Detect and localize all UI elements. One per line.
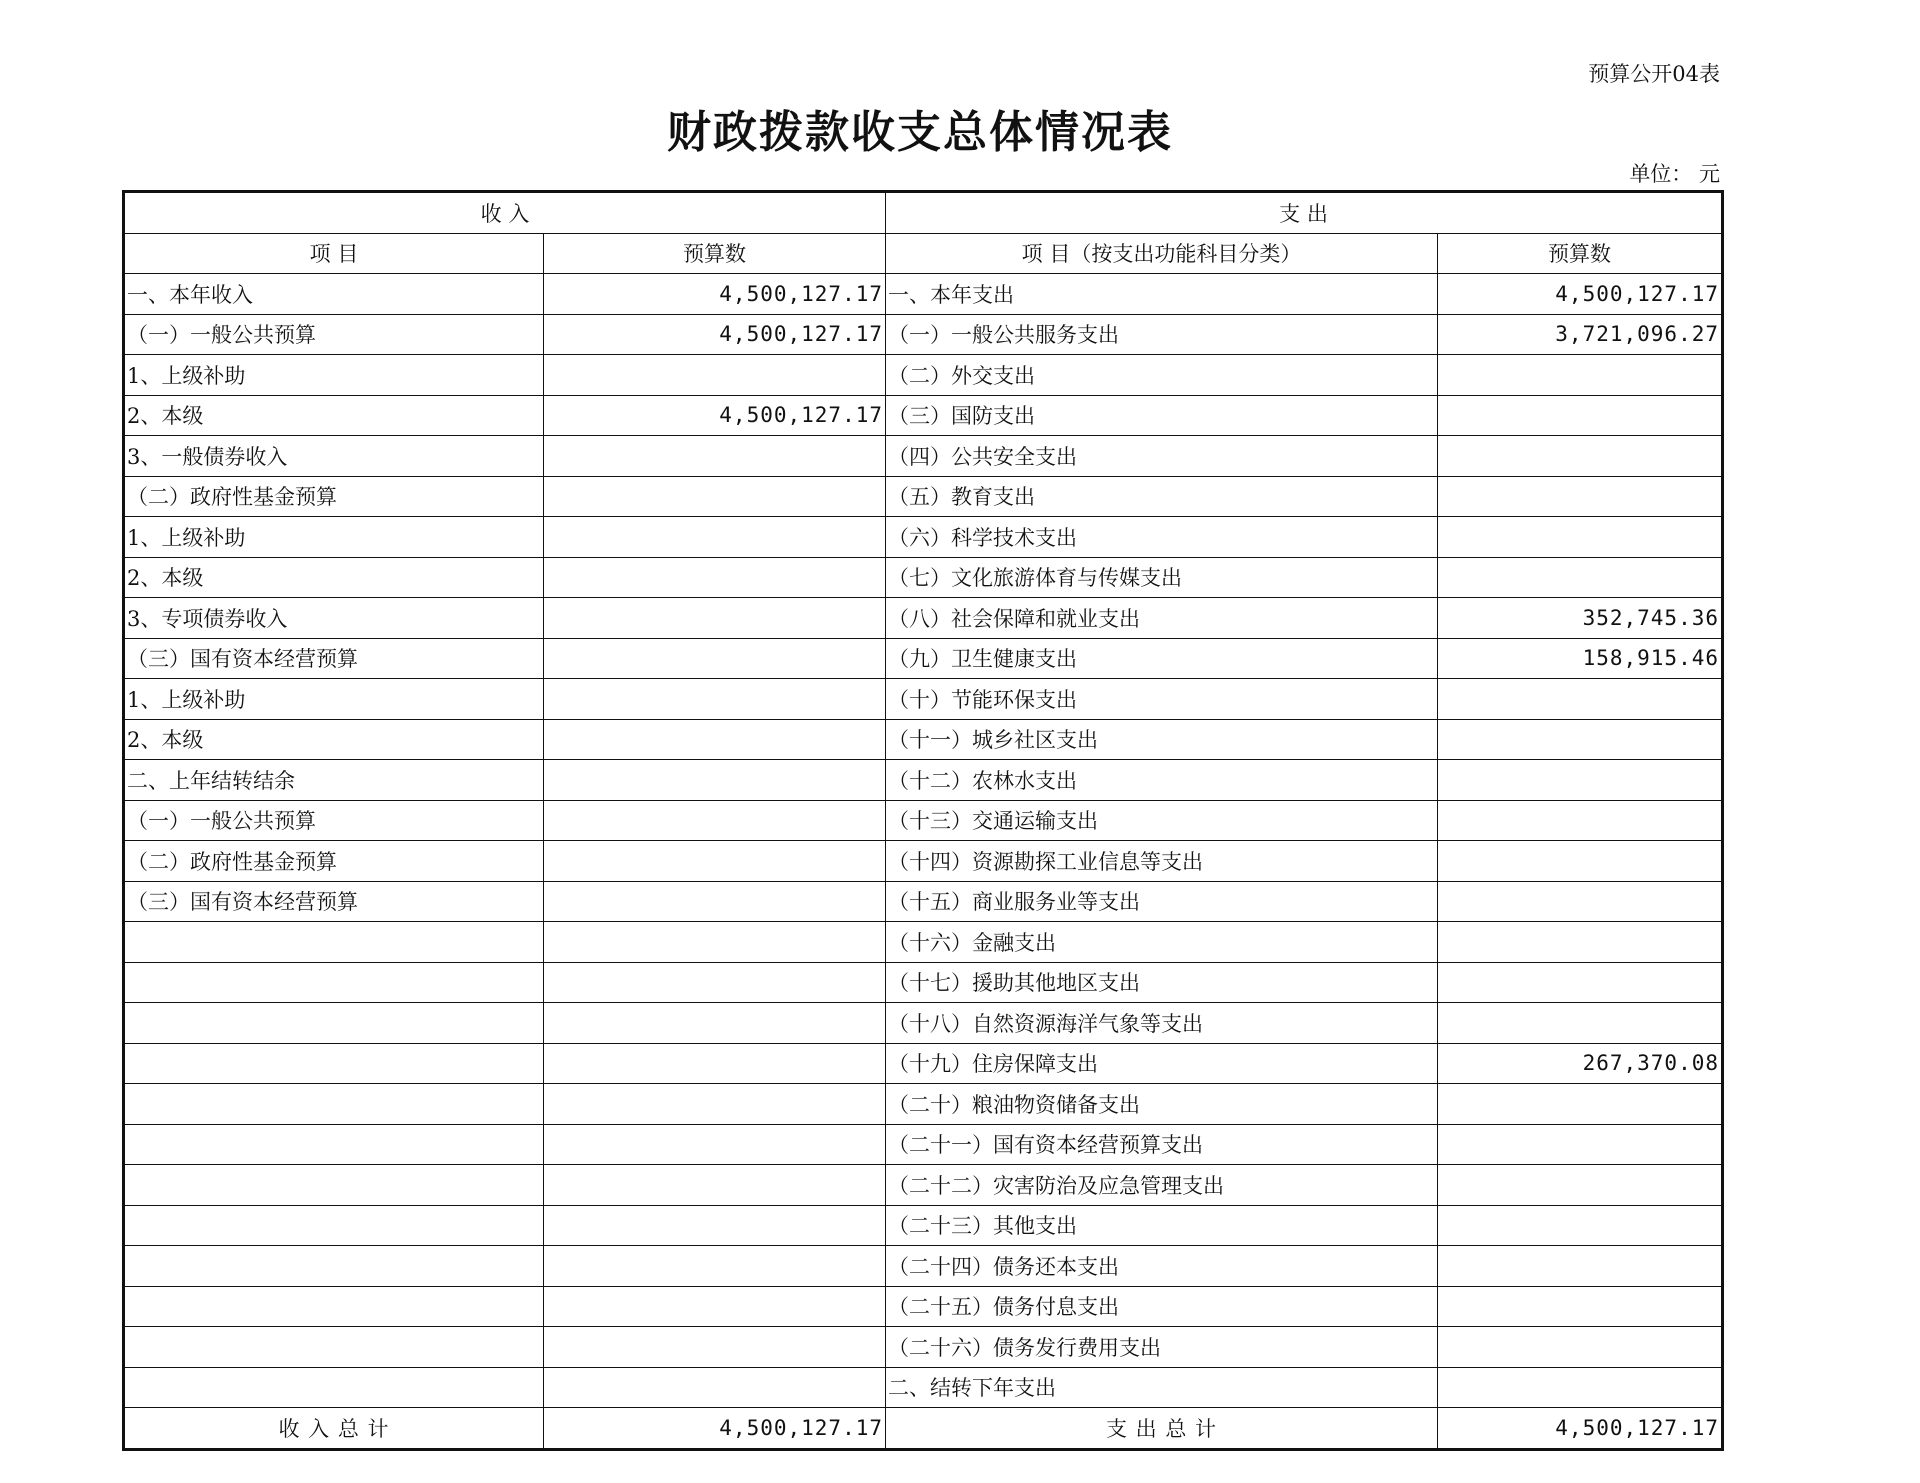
income-item-cell: （二）政府性基金预算 bbox=[124, 841, 544, 882]
table-row bbox=[124, 962, 1723, 1003]
income-item-cell bbox=[124, 1124, 544, 1165]
income-item-cell: 二、上年结转结余 bbox=[124, 760, 544, 801]
form-code: 预算公开04表 bbox=[1588, 62, 1720, 86]
income-total-value: 4,500,127.17 bbox=[544, 1408, 886, 1450]
expense-item-cell: （二十二）灾害防治及应急管理支出 bbox=[886, 1165, 1438, 1206]
table-row bbox=[124, 881, 1723, 922]
expense-item-cell: （三）国防支出 bbox=[886, 395, 1438, 436]
table-row bbox=[124, 638, 1723, 679]
table-row bbox=[124, 1286, 1723, 1327]
expense-budget-cell bbox=[1438, 1246, 1723, 1287]
expense-item-cell: （十三）交通运输支出 bbox=[886, 800, 1438, 841]
expense-item-cell: （七）文化旅游体育与传媒支出 bbox=[886, 557, 1438, 598]
table-row bbox=[124, 1205, 1723, 1246]
income-item-cell bbox=[124, 1286, 544, 1327]
table-row bbox=[124, 476, 1723, 517]
income-item-cell: 1、上级补助 bbox=[124, 355, 544, 396]
expense-budget-cell bbox=[1438, 719, 1723, 760]
income-budget-cell bbox=[544, 598, 886, 639]
table-row bbox=[124, 1003, 1723, 1044]
expense-budget-cell bbox=[1438, 395, 1723, 436]
income-budget-cell bbox=[544, 881, 886, 922]
income-item-cell: （一）一般公共预算 bbox=[124, 800, 544, 841]
income-budget-cell bbox=[544, 962, 886, 1003]
income-budget-cell bbox=[544, 760, 886, 801]
income-item-cell: （二）政府性基金预算 bbox=[124, 476, 544, 517]
table-row bbox=[124, 355, 1723, 396]
table-row bbox=[124, 922, 1723, 963]
expense-budget-cell: 158,915.46 bbox=[1438, 638, 1723, 679]
income-item-cell: （三）国有资本经营预算 bbox=[124, 638, 544, 679]
table-row bbox=[124, 1246, 1723, 1287]
income-item-cell: 3、一般债券收入 bbox=[124, 436, 544, 477]
income-item-cell bbox=[124, 1246, 544, 1287]
expense-item-cell: （十七）援助其他地区支出 bbox=[886, 962, 1438, 1003]
income-budget-cell bbox=[544, 638, 886, 679]
table-row bbox=[124, 598, 1723, 639]
income-item-cell bbox=[124, 1003, 544, 1044]
expense-item-cell: （一）一般公共服务支出 bbox=[886, 314, 1438, 355]
expense-budget-cell bbox=[1438, 517, 1723, 558]
income-budget-cell bbox=[544, 1246, 886, 1287]
income-budget-cell: 4,500,127.17 bbox=[544, 395, 886, 436]
expense-item-cell: （八）社会保障和就业支出 bbox=[886, 598, 1438, 639]
income-section-header: 收 入 bbox=[124, 192, 886, 234]
expense-budget-cell bbox=[1438, 922, 1723, 963]
expense-item-cell: （十一）城乡社区支出 bbox=[886, 719, 1438, 760]
expense-item-cell: （二十六）债务发行费用支出 bbox=[886, 1327, 1438, 1368]
income-budget-cell: 4,500,127.17 bbox=[544, 274, 886, 315]
expense-item-cell: （十五）商业服务业等支出 bbox=[886, 881, 1438, 922]
income-budget-cell bbox=[544, 1003, 886, 1044]
expense-item-header: 项 目（按支出功能科目分类） bbox=[886, 233, 1438, 274]
expense-total-value: 4,500,127.17 bbox=[1438, 1408, 1723, 1450]
income-item-cell: 2、本级 bbox=[124, 395, 544, 436]
expense-budget-cell: 4,500,127.17 bbox=[1438, 274, 1723, 315]
expense-budget-cell bbox=[1438, 800, 1723, 841]
table-row bbox=[124, 274, 1723, 315]
expense-budget-cell bbox=[1438, 760, 1723, 801]
expense-item-cell: （十八）自然资源海洋气象等支出 bbox=[886, 1003, 1438, 1044]
expense-budget-header: 预算数 bbox=[1438, 233, 1723, 274]
expense-budget-cell bbox=[1438, 557, 1723, 598]
expense-item-cell: （十）节能环保支出 bbox=[886, 679, 1438, 720]
income-item-cell bbox=[124, 962, 544, 1003]
expense-item-cell: （十六）金融支出 bbox=[886, 922, 1438, 963]
income-item-cell: 2、本级 bbox=[124, 557, 544, 598]
income-budget-cell bbox=[544, 841, 886, 882]
expense-budget-cell bbox=[1438, 355, 1723, 396]
expense-item-cell: （二十四）债务还本支出 bbox=[886, 1246, 1438, 1287]
income-item-cell: 一、本年收入 bbox=[124, 274, 544, 315]
expense-section-header: 支 出 bbox=[886, 192, 1723, 234]
table-row bbox=[124, 800, 1723, 841]
table-row bbox=[124, 1165, 1723, 1206]
expense-item-cell: 二、结转下年支出 bbox=[886, 1367, 1438, 1408]
income-budget-cell bbox=[544, 1043, 886, 1084]
table-row bbox=[124, 679, 1723, 720]
income-item-cell: 2、本级 bbox=[124, 719, 544, 760]
income-item-cell: （一）一般公共预算 bbox=[124, 314, 544, 355]
income-item-cell bbox=[124, 1327, 544, 1368]
table-body bbox=[124, 274, 1723, 1408]
table-row bbox=[124, 1327, 1723, 1368]
expense-budget-cell bbox=[1438, 679, 1723, 720]
income-budget-cell bbox=[544, 355, 886, 396]
section-header-row bbox=[124, 192, 1723, 234]
expense-item-cell: （二十一）国有资本经营预算支出 bbox=[886, 1124, 1438, 1165]
total-row bbox=[124, 1408, 1723, 1450]
expense-budget-cell bbox=[1438, 1367, 1723, 1408]
expense-budget-cell bbox=[1438, 1165, 1723, 1206]
income-budget-header: 预算数 bbox=[544, 233, 886, 274]
expense-item-cell: 一、本年支出 bbox=[886, 274, 1438, 315]
expense-budget-cell bbox=[1438, 476, 1723, 517]
income-item-cell bbox=[124, 1205, 544, 1246]
table-row bbox=[124, 395, 1723, 436]
income-budget-cell bbox=[544, 800, 886, 841]
expense-total-label: 支 出 总 计 bbox=[886, 1408, 1438, 1450]
expense-budget-cell: 267,370.08 bbox=[1438, 1043, 1723, 1084]
income-budget-cell bbox=[544, 1084, 886, 1125]
income-budget-cell bbox=[544, 1165, 886, 1206]
expense-budget-cell bbox=[1438, 436, 1723, 477]
expense-budget-cell bbox=[1438, 1205, 1723, 1246]
income-budget-cell bbox=[544, 922, 886, 963]
income-item-cell bbox=[124, 922, 544, 963]
expense-item-cell: （十二）农林水支出 bbox=[886, 760, 1438, 801]
expense-budget-cell bbox=[1438, 841, 1723, 882]
page-title: 财政拨款收支总体情况表 bbox=[667, 107, 1173, 158]
income-budget-cell bbox=[544, 1327, 886, 1368]
table-row bbox=[124, 1124, 1723, 1165]
income-item-header: 项 目 bbox=[124, 233, 544, 274]
income-item-cell bbox=[124, 1043, 544, 1084]
table-row bbox=[124, 1367, 1723, 1408]
expense-item-cell: （二十）粮油物资储备支出 bbox=[886, 1084, 1438, 1125]
unit-label: 单位： 元 bbox=[1629, 162, 1720, 186]
table-row bbox=[124, 1084, 1723, 1125]
budget-table bbox=[122, 190, 1724, 1451]
expense-budget-cell bbox=[1438, 881, 1723, 922]
table-row bbox=[124, 517, 1723, 558]
table-row bbox=[124, 557, 1723, 598]
income-total-label: 收 入 总 计 bbox=[124, 1408, 544, 1450]
income-item-cell: （三）国有资本经营预算 bbox=[124, 881, 544, 922]
table-row bbox=[124, 719, 1723, 760]
income-item-cell: 1、上级补助 bbox=[124, 517, 544, 558]
expense-item-cell: （十九）住房保障支出 bbox=[886, 1043, 1438, 1084]
table-row bbox=[124, 314, 1723, 355]
expense-budget-cell bbox=[1438, 1124, 1723, 1165]
expense-budget-cell bbox=[1438, 1327, 1723, 1368]
income-budget-cell bbox=[544, 719, 886, 760]
income-item-cell bbox=[124, 1084, 544, 1125]
expense-budget-cell: 352,745.36 bbox=[1438, 598, 1723, 639]
income-item-cell bbox=[124, 1165, 544, 1206]
income-budget-cell bbox=[544, 679, 886, 720]
column-header-row bbox=[124, 233, 1723, 274]
expense-budget-cell bbox=[1438, 1003, 1723, 1044]
expense-item-cell: （六）科学技术支出 bbox=[886, 517, 1438, 558]
expense-budget-cell bbox=[1438, 1286, 1723, 1327]
expense-item-cell: （二十五）债务付息支出 bbox=[886, 1286, 1438, 1327]
expense-budget-cell: 3,721,096.27 bbox=[1438, 314, 1723, 355]
income-budget-cell bbox=[544, 1286, 886, 1327]
table-row bbox=[124, 436, 1723, 477]
table-row bbox=[124, 760, 1723, 801]
expense-budget-cell bbox=[1438, 962, 1723, 1003]
table-row bbox=[124, 1043, 1723, 1084]
income-item-cell bbox=[124, 1367, 544, 1408]
income-budget-cell bbox=[544, 1124, 886, 1165]
expense-budget-cell bbox=[1438, 1084, 1723, 1125]
income-item-cell: 3、专项债券收入 bbox=[124, 598, 544, 639]
income-budget-cell: 4,500,127.17 bbox=[544, 314, 886, 355]
income-budget-cell bbox=[544, 1205, 886, 1246]
expense-item-cell: （二十三）其他支出 bbox=[886, 1205, 1438, 1246]
expense-item-cell: （九）卫生健康支出 bbox=[886, 638, 1438, 679]
income-item-cell: 1、上级补助 bbox=[124, 679, 544, 720]
expense-item-cell: （十四）资源勘探工业信息等支出 bbox=[886, 841, 1438, 882]
expense-item-cell: （五）教育支出 bbox=[886, 476, 1438, 517]
income-budget-cell bbox=[544, 517, 886, 558]
income-budget-cell bbox=[544, 557, 886, 598]
expense-item-cell: （二）外交支出 bbox=[886, 355, 1438, 396]
income-budget-cell bbox=[544, 476, 886, 517]
expense-item-cell: （四）公共安全支出 bbox=[886, 436, 1438, 477]
income-budget-cell bbox=[544, 436, 886, 477]
table-row bbox=[124, 841, 1723, 882]
income-budget-cell bbox=[544, 1367, 886, 1408]
